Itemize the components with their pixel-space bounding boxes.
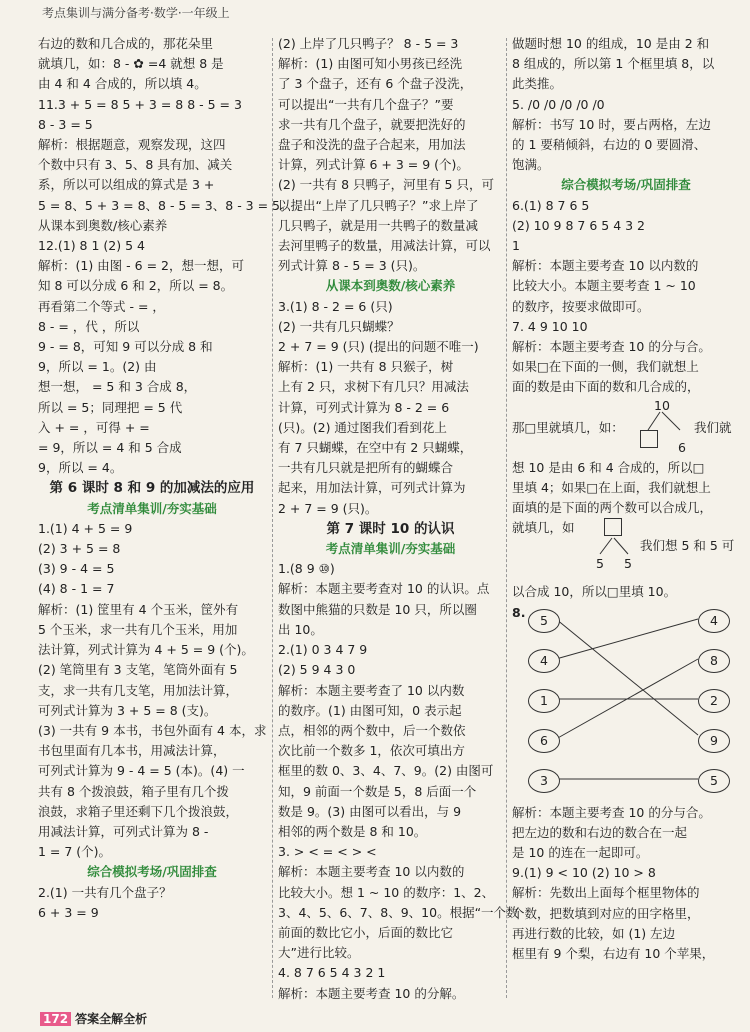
- text-line: (2) 3 + 5 = 8: [38, 541, 121, 557]
- text-line: 前面的数比它小，后面的数比它: [278, 924, 454, 940]
- tree-box: [604, 518, 622, 536]
- text-line: 上有 2 只，求树下有几只？用减法: [278, 379, 469, 395]
- text-line: 个数中只有 3、5、8 具有加、减关: [38, 157, 233, 173]
- page-footer: [40, 1010, 147, 1027]
- number-bond-diagram: [512, 398, 740, 458]
- text-line: 框里的数 0、3、4、7、9。(2) 由图可: [278, 763, 494, 779]
- text-line: 就填几，如：8 - ✿ =4 就想 8 是: [38, 56, 224, 72]
- text-line: 5 个玉米，求一共有几个玉米，用加: [38, 621, 238, 637]
- column-divider: [272, 38, 273, 998]
- text-line: 书包里面有几本书，用减法计算，: [38, 743, 226, 759]
- leaf-number: 8: [698, 649, 730, 673]
- text-line: 求一共有几个盘子，就要把洗好的: [278, 116, 466, 132]
- number-bond-diagram: [512, 538, 740, 582]
- text-line: 面填的是下面的两个数可以合成几，: [512, 500, 713, 516]
- text-line: (2) 一共有几只蝴蝶？: [278, 318, 400, 334]
- header-text: 考点集训与满分备考·数学·一年级上: [42, 6, 230, 20]
- leaf-number: 4: [698, 609, 730, 633]
- text-line: 可列式计算为 3 + 5 = 8 (支)。: [38, 702, 217, 718]
- text-line: 解析：(1) 一共有 8 只猴子，树: [278, 359, 454, 375]
- text-line: 6.(1) 8 7 6 5: [512, 197, 590, 213]
- text-line: 面的数是由下面的数和几合成的，: [512, 379, 700, 395]
- text-line: 去河里鸭子的数量，用减法计算，可以: [278, 238, 491, 254]
- leaf-number: 6: [528, 729, 560, 753]
- tree-text: 那□里就填几，如：: [512, 419, 624, 435]
- leaf-number: 5: [528, 609, 560, 633]
- text-line: 再进行数的比较，如 (1) 左边: [512, 925, 676, 941]
- text-line: 2.(1) 一共有几个盘子？: [38, 884, 172, 900]
- tree-box: [640, 430, 658, 448]
- tree-top: 10: [654, 397, 670, 413]
- leaf-number: 5: [698, 769, 730, 793]
- text-line: 此类推。: [512, 76, 563, 92]
- text-line: 9，所以 = 1。(2) 由: [38, 359, 157, 375]
- text-line: (2) 10 9 8 7 6 5 4 3 2: [512, 217, 645, 233]
- column-1: [38, 34, 293, 923]
- text-line: 几只鸭子，就是用一共鸭子的数量减: [278, 217, 479, 233]
- text-line: 有 7 只蝴蝶，在空中有 2 只蝴蝶，: [278, 440, 473, 456]
- text-line: (3) 9 - 4 = 5: [38, 561, 115, 577]
- text-line: 框里有 9 个梨，右边有 10 个苹果，: [512, 946, 715, 962]
- text-line: 解析：根据题意，观察发现，这四: [38, 137, 226, 153]
- text-line: 1.(8 9 ⑩): [278, 561, 335, 577]
- text-line: 解析：本题主要考查 10 的分解。: [278, 985, 465, 1001]
- section-heading: 考点清单集训/夯实基础: [87, 500, 217, 516]
- text-line: 数图中熊猫的只数是 10 只，所以圈: [278, 601, 477, 617]
- text-line: 由 4 和 4 合成的，所以填 4。: [38, 76, 207, 92]
- text-line: 比较大小。想 1 ~ 10 的数序：1、2、: [278, 884, 495, 900]
- text-line: (2) 5 9 4 3 0: [278, 662, 356, 678]
- text-line: 浪鼓，求箱子里还剩下几个拨浪鼓，: [38, 803, 239, 819]
- text-line: 8 - = ，代 ，所以: [38, 318, 140, 334]
- text-line: 9 - = 8，可知 9 可以分成 8 和: [38, 339, 213, 355]
- text-line: 想 10 是由 6 和 4 合成的，所以□: [512, 459, 705, 475]
- text-line: 想一想， = 5 和 3 合成 8，: [38, 379, 197, 395]
- text-line: 右边的数和几合成的，那花朵里: [38, 36, 214, 51]
- text-line: 解析：书写 10 时，要占两格，左边: [512, 116, 711, 132]
- text-line: 以合成 10，所以□里填 10。: [512, 584, 677, 600]
- text-line: 起来，用加法计算，可列式计算为: [278, 480, 466, 496]
- tree-lines: [586, 536, 646, 566]
- text-line: 用减法计算，可列式计算为 8 -: [38, 823, 209, 839]
- text-line: 计算，列式计算 6 + 3 = 9 (个)。: [278, 157, 469, 173]
- text-line: 法计算，列式计算为 4 + 5 = 9 (个)。: [38, 642, 254, 658]
- tree-right: 6: [678, 439, 686, 455]
- text-line: 再看第二个等式 - = ，: [38, 298, 165, 314]
- text-line: 从课本到奥数/核心素养: [38, 217, 168, 233]
- text-line: 8 组成的，所以第 1 个框里填 8，以: [512, 56, 715, 72]
- text-line: 解析：本题主要考查 10 的分与合。: [512, 339, 711, 355]
- leaf-number: 4: [528, 649, 560, 673]
- text-line: 点，相邻的两个数中，后一个数依: [278, 722, 466, 738]
- section-heading: 综合模拟考场/巩固排查: [561, 177, 691, 193]
- text-line: 解析：本题主要考查了 10 以内数: [278, 682, 465, 698]
- leaf-number: 3: [528, 769, 560, 793]
- section-heading: 从课本到奥数/核心素养: [325, 278, 456, 294]
- text-line: 知，9 前面一个数是 5，8 后面一个: [278, 783, 477, 799]
- tree-left: 5: [596, 556, 604, 572]
- text-line: 解析：(1) 筐里有 4 个玉米，筐外有: [38, 601, 239, 617]
- text-line: 11.3 + 5 = 8 5 + 3 = 8 8 - 5 = 3: [38, 96, 242, 112]
- text-line: 以提出“上岸了几只鸭子？”求上岸了: [278, 197, 479, 213]
- text-line: = 9，所以 = 4 和 5 合成: [38, 440, 182, 456]
- text-line: 了 3 个盘子，还有 6 个盘子没洗，: [278, 76, 473, 92]
- text-line: (2) 上岸了几只鸭子？ 8 - 5 = 3: [278, 36, 459, 51]
- text-line: 计算，可列式计算为 8 - 2 = 6: [278, 399, 450, 415]
- text-line: 可以提出“一共有几个盘子？”要: [278, 96, 454, 112]
- text-line: 盘子和没洗的盘子合起来，用加法: [278, 137, 466, 153]
- text-line: 是 10 的连在一起即可。: [512, 845, 649, 861]
- text-line: 支，求一共有几支笔，用加法计算，: [38, 682, 239, 698]
- leaf-number: 2: [698, 689, 730, 713]
- text-line: 里填 4；如果□在上面，我们就想上: [512, 479, 711, 495]
- text-line: 知 8 可以分成 6 和 2，所以 = 8。: [38, 278, 234, 294]
- leaf-number: 1: [528, 689, 560, 713]
- text-line: 解析：本题主要考查 10 的分与合。: [512, 804, 711, 820]
- text-line: 系，所以可以组成的算式是 3 +: [38, 177, 215, 193]
- text-line: 共有 8 个拨浪鼓，箱子里有几个拨: [38, 783, 229, 799]
- lesson-7-title: 第 7 课时 10 的认识: [326, 520, 455, 537]
- text-line: 8 - 3 = 5: [38, 116, 93, 132]
- text-line: 3.(1) 8 - 2 = 6 (只): [278, 298, 393, 314]
- text-line: 解析：(1) 由图 - 6 = 2，想一想，可: [38, 258, 244, 274]
- text-line: 1.(1) 4 + 5 = 9: [38, 520, 133, 536]
- text-line: 2.(1) 0 3 4 7 9: [278, 642, 368, 658]
- text-line: 个数，把数填到对应的田字格里，: [512, 905, 700, 921]
- text-line: 解析：本题主要考查对 10 的认识。点: [278, 581, 490, 597]
- text-line: 1 = 7 (个)。: [38, 844, 112, 860]
- text-line: 入 + = ，可得 + =: [38, 419, 150, 435]
- text-line: 相邻的两个数是 8 和 10。: [278, 823, 427, 839]
- text-line: 就填几，如: [512, 520, 575, 536]
- text-line: 大”进行比较。: [278, 945, 360, 961]
- text-line: 7. 4 9 10 10: [512, 318, 588, 334]
- text-line: 饱满。: [512, 157, 550, 173]
- text-line: (2) 一共有 8 只鸭子，河里有 5 只，可: [278, 177, 494, 193]
- text-line: 2 + 7 = 9 (只)。: [278, 500, 378, 516]
- matching-diagram: [512, 603, 740, 803]
- column-2: [278, 34, 519, 1004]
- text-line: 次比前一个数多 1，依次可填出方: [278, 743, 465, 759]
- text-line: 6 + 3 = 9: [38, 904, 99, 920]
- text-line: 解析：先数出上面每个框里物体的: [512, 885, 700, 901]
- lesson-6-title: 第 6 课时 8 和 9 的加减法的应用: [49, 480, 255, 497]
- text-line: 2 + 7 = 9 (只) (提出的问题不唯一): [278, 339, 479, 355]
- text-line: 12.(1) 8 1 (2) 5 4: [38, 238, 145, 254]
- footer-text: 答案全解全析: [75, 1012, 148, 1026]
- text-line: 列式计算 8 - 5 = 3 (只)。: [278, 258, 426, 274]
- leaf-number: 9: [698, 729, 730, 753]
- text-line: 的数序。(1) 由图可知，0 表示起: [278, 702, 462, 718]
- text-line: 3. > < = < > <: [278, 844, 377, 860]
- tree-text: 我们就: [694, 419, 732, 435]
- text-line: 做题时想 10 的组成，10 是由 2 和: [512, 36, 710, 51]
- text-line: (4) 8 - 1 = 7: [38, 581, 115, 597]
- page-number: 172: [40, 1012, 71, 1026]
- text-line: 出 10。: [278, 621, 323, 637]
- text-line: 5. /0 /0 /0 /0 /0: [512, 96, 605, 112]
- text-line: (2) 笔筒里有 3 支笔，笔筒外面有 5: [38, 662, 238, 678]
- text-line: 解析：本题主要考查 10 以内数的: [512, 258, 699, 274]
- section-heading: 综合模拟考场/巩固排查: [87, 864, 217, 880]
- column-divider: [506, 38, 507, 998]
- text-line: 数是 9。(3) 由图可以看出，与 9: [278, 803, 462, 819]
- text-line: 一共有几只就是把所有的蝴蝶合: [278, 460, 454, 476]
- text-line: 5 = 8、5 + 3 = 8、8 - 5 = 3、8 - 3 = 5。: [38, 197, 293, 213]
- text-line: 9.(1) 9 < 10 (2) 10 > 8: [512, 865, 656, 881]
- text-line: 解析：(1) 由图可知小男孩已经洗: [278, 56, 463, 72]
- text-line: (只)。(2) 通过图我们看到花上: [278, 419, 447, 435]
- text-line: 可列式计算为 9 - 4 = 5 (本)。(4) 一: [38, 763, 245, 779]
- text-line: 1: [512, 238, 520, 254]
- text-line: 所以 = 5；同理把 = 5 代: [38, 399, 183, 415]
- q8-label: 8.: [512, 604, 526, 620]
- text-line: 3、4、5、6、7、8、9、10。根据“一个数: [278, 904, 519, 920]
- section-heading: 考点清单集训/夯实基础: [325, 541, 456, 557]
- text-line: 解析：本题主要考查 10 以内数的: [278, 864, 465, 880]
- text-line: 4. 8 7 6 5 4 3 2 1: [278, 965, 386, 981]
- text-line: 的 1 要稍倾斜，右边的 0 要圆滑、: [512, 137, 707, 153]
- page-header: [42, 4, 230, 21]
- text-line: 如果□在下面的一侧，我们就想上: [512, 359, 699, 375]
- text-line: 的数序，按要求做即可。: [512, 298, 650, 314]
- column-3: [512, 34, 740, 964]
- tree-right: 5: [624, 556, 632, 572]
- text-line: 比较大小。本题主要考查 1 ~ 10: [512, 278, 696, 294]
- text-line: 9，所以 = 4。: [38, 460, 123, 476]
- tree-text: 我们想 5 和 5 可: [640, 538, 735, 554]
- text-line: 把左边的数和右边的数合在一起: [512, 824, 688, 840]
- text-line: (3) 一共有 9 本书，书包外面有 4 本，求: [38, 722, 267, 738]
